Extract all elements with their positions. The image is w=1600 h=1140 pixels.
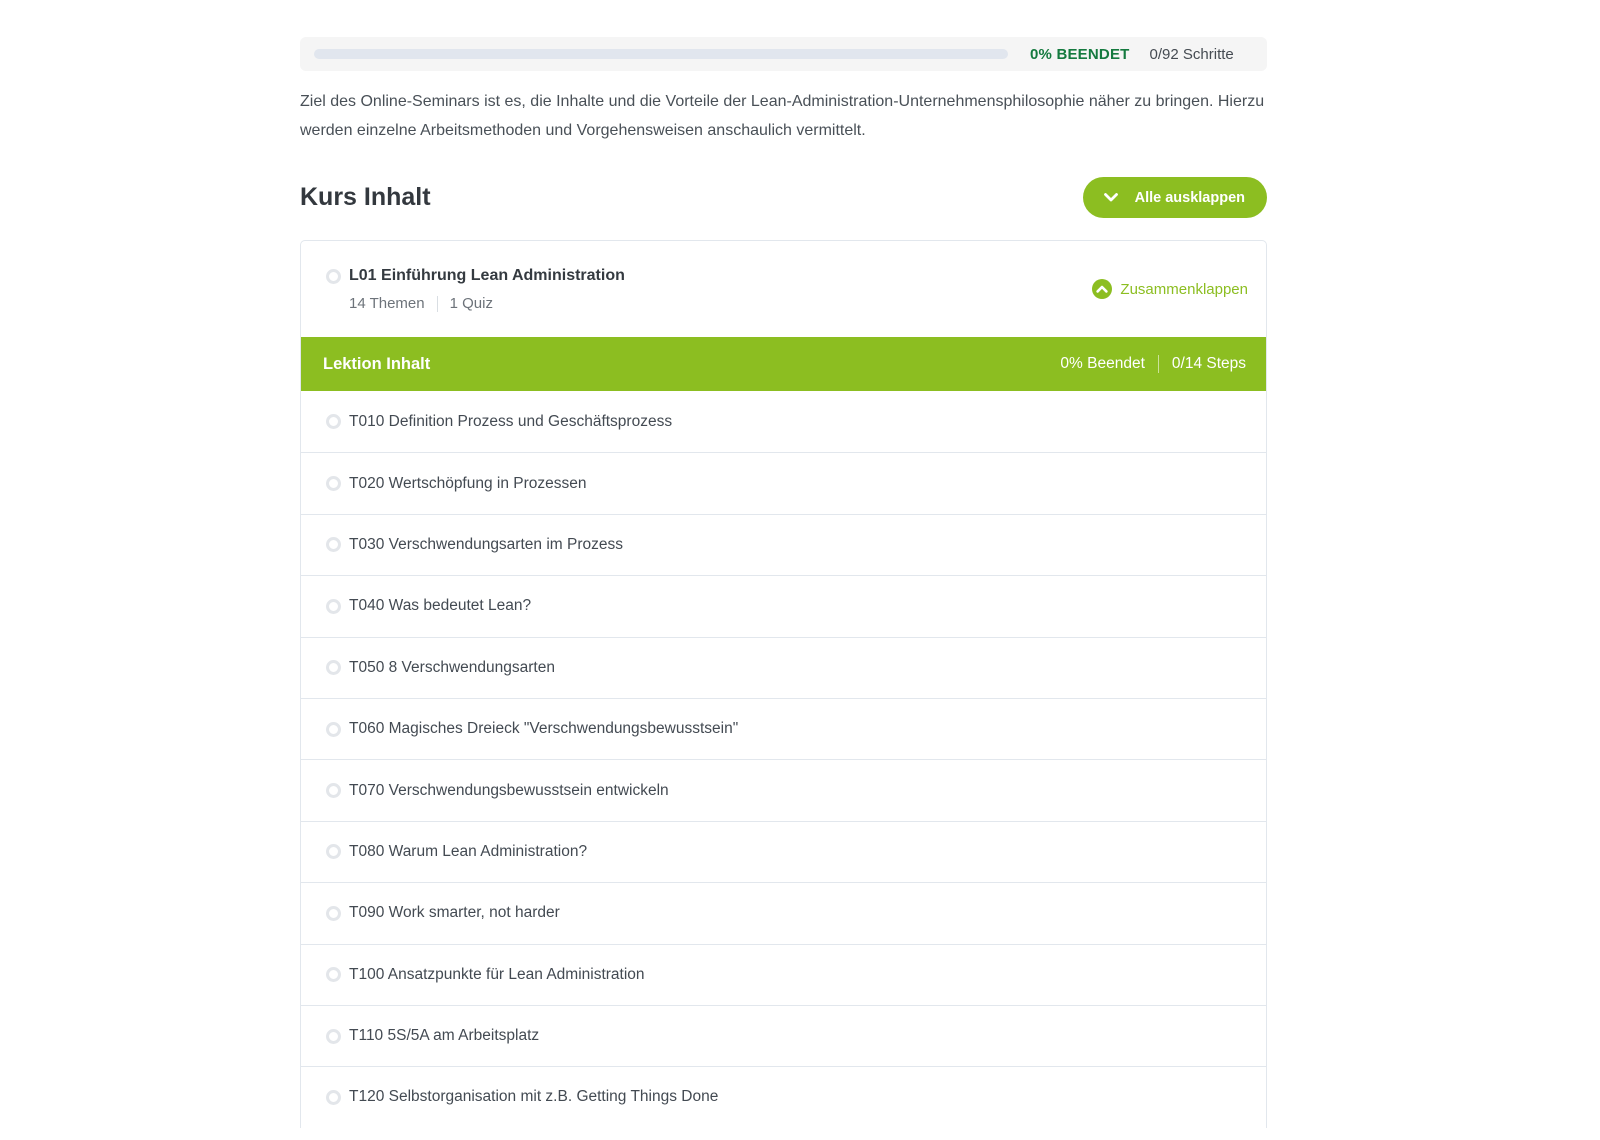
topic-title: T040 Was bedeutet Lean?	[349, 597, 532, 615]
lesson-content-progress	[1060, 355, 1246, 373]
lesson-title-block	[349, 266, 625, 313]
topic-status-icon	[326, 476, 341, 491]
topic-row[interactable]	[301, 944, 1266, 1005]
chevron-down-icon	[1104, 193, 1118, 202]
course-description: Ziel des Online-Seminars ist es, die Inhalte und die Vorteile der Lean-Administration-Unternehmensphilosophie näher zu bringen. Hierzu werden einzelne Arbeitsmethoden und Vorgehensweisen anschaulich vermittelt.	[300, 93, 1265, 139]
lesson-title[interactable]: L01 Einführung Lean Administration	[349, 266, 625, 284]
topic-title: T060 Magisches Dreieck "Verschwendungsbewusstsein"	[349, 720, 739, 738]
topic-row[interactable]	[301, 575, 1266, 636]
topic-row[interactable]	[301, 391, 1266, 452]
topic-row[interactable]	[301, 514, 1266, 575]
lesson-card	[300, 240, 1267, 1128]
topic-status-icon	[326, 660, 341, 675]
topic-title: T020 Wertschöpfung in Prozessen	[349, 474, 587, 492]
topic-row[interactable]	[301, 637, 1266, 698]
topic-status-icon	[326, 537, 341, 552]
lesson-steps-label: 0/14 Steps	[1171, 355, 1246, 372]
topic-title: T110 5S/5A am Arbeitsplatz	[349, 1027, 540, 1045]
topic-status-icon	[326, 783, 341, 798]
topic-status-icon	[326, 414, 341, 429]
topic-status-icon	[326, 844, 341, 859]
progress-percent-label: 0% BEENDET	[1030, 45, 1130, 63]
topic-title: T120 Selbstorganisation mit z.B. Getting Things Done	[349, 1088, 719, 1106]
topic-row[interactable]	[301, 452, 1266, 513]
lesson-topics-count: 14 Themen	[349, 294, 425, 312]
topic-list	[301, 391, 1266, 1128]
topic-row[interactable]	[301, 698, 1266, 759]
topic-row[interactable]	[301, 882, 1266, 943]
topic-status-icon	[326, 906, 341, 921]
chevron-circle-up-icon	[1092, 279, 1112, 299]
meta-divider	[437, 296, 438, 312]
topic-status-icon	[326, 599, 341, 614]
lesson-content-title: Lektion Inhalt	[323, 354, 431, 373]
course-page	[300, 37, 1267, 1128]
lesson-content-header	[301, 337, 1266, 391]
topic-title: T050 8 Verschwendungsarten	[349, 658, 555, 676]
course-content-header	[300, 177, 1267, 218]
lesson-quiz-count: 1 Quiz	[449, 294, 493, 312]
expand-all-label: Alle ausklappen	[1134, 189, 1245, 206]
lesson-progress-label: 0% Beendet	[1060, 355, 1145, 372]
lesson-info	[326, 266, 625, 313]
topic-title: T100 Ansatzpunkte für Lean Administration	[349, 965, 645, 983]
topic-row[interactable]	[301, 1005, 1266, 1066]
course-content-title: Kurs Inhalt	[300, 183, 431, 211]
topic-status-icon	[326, 1029, 341, 1044]
progress-steps-label: 0/92 Schritte	[1149, 45, 1234, 63]
topic-title: T090 Work smarter, not harder	[349, 904, 560, 922]
topic-status-icon	[326, 722, 341, 737]
lesson-meta	[349, 295, 625, 313]
collapse-lesson-label: Zusammenklappen	[1120, 280, 1248, 298]
lesson-header[interactable]	[301, 241, 1266, 337]
topic-row[interactable]	[301, 1066, 1266, 1127]
lesson-status-icon	[326, 269, 341, 284]
collapse-lesson-link[interactable]	[1092, 279, 1248, 299]
lesson-progress-divider	[1158, 355, 1159, 373]
topic-title: T080 Warum Lean Administration?	[349, 842, 588, 860]
topic-title: T030 Verschwendungsarten im Prozess	[349, 535, 623, 553]
topic-status-icon	[326, 1090, 341, 1105]
topic-row[interactable]	[301, 759, 1266, 820]
course-progress-bar	[300, 37, 1267, 71]
expand-all-button[interactable]	[1083, 177, 1267, 218]
topic-title: T070 Verschwendungsbewusstsein entwickeln	[349, 781, 669, 799]
topic-status-icon	[326, 967, 341, 982]
topic-row[interactable]	[301, 821, 1266, 882]
progress-track	[314, 49, 1008, 59]
topic-title: T010 Definition Prozess und Geschäftsprozess	[349, 412, 673, 430]
